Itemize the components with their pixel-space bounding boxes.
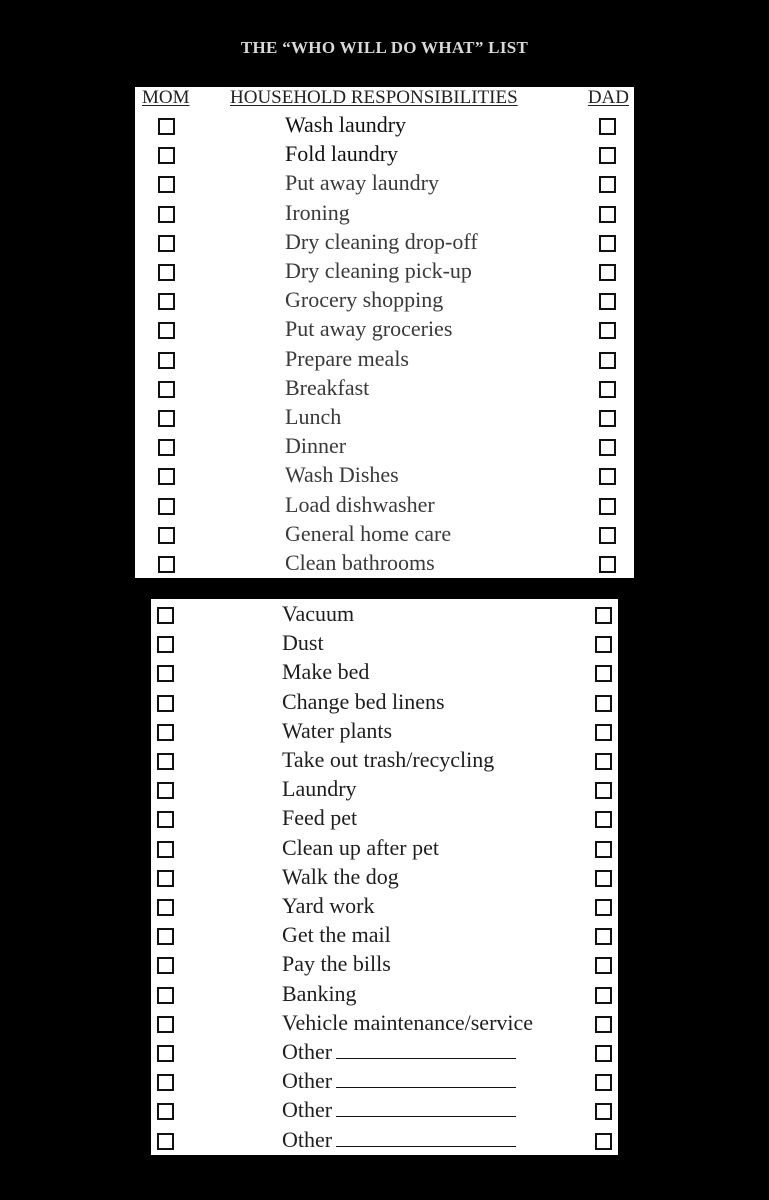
- task-label: Wash Dishes: [285, 462, 399, 488]
- dad-checkbox[interactable]: [599, 118, 616, 135]
- task-label: Vacuum: [282, 601, 355, 626]
- task-label: Get the mail: [282, 922, 391, 948]
- mom-checkbox[interactable]: [157, 841, 174, 858]
- task-row: [151, 1097, 618, 1126]
- dad-checkbox[interactable]: [595, 1074, 612, 1091]
- dad-checkbox[interactable]: [595, 665, 612, 682]
- dad-checkbox[interactable]: [595, 1016, 612, 1033]
- dad-checkbox[interactable]: [595, 899, 612, 916]
- task-row: [135, 170, 634, 199]
- write-in-line[interactable]: [336, 1098, 516, 1117]
- task-label: Other: [282, 1068, 516, 1094]
- task-row: [135, 550, 634, 579]
- dad-checkbox[interactable]: [595, 636, 612, 653]
- mom-checkbox[interactable]: [158, 410, 175, 427]
- task-label: Pay the bills: [282, 951, 391, 977]
- mom-checkbox[interactable]: [158, 556, 175, 573]
- task-row: [135, 492, 634, 521]
- task-row: [151, 718, 618, 747]
- mom-checkbox[interactable]: [158, 381, 175, 398]
- mom-checkbox[interactable]: [158, 235, 175, 252]
- mom-checkbox[interactable]: [158, 147, 175, 164]
- task-row: [135, 258, 634, 287]
- checklist-panel-1: [135, 87, 634, 578]
- task-row: [135, 141, 634, 170]
- task-row: [151, 835, 618, 864]
- task-label: Put away groceries: [285, 316, 453, 342]
- task-row: [151, 1127, 618, 1156]
- task-label: Banking: [282, 980, 357, 1006]
- dad-checkbox[interactable]: [599, 498, 616, 515]
- mom-checkbox[interactable]: [158, 206, 175, 223]
- task-row: [135, 433, 634, 462]
- task-label: Walk the dog: [282, 863, 399, 889]
- task-label: Prepare meals: [285, 345, 409, 371]
- task-row: [151, 951, 618, 980]
- dad-checkbox[interactable]: [595, 928, 612, 945]
- task-label: Yard work: [282, 893, 375, 918]
- task-label: Vehicle maintenance/service: [282, 1009, 534, 1035]
- task-label: Laundry: [282, 776, 357, 802]
- dad-checkbox[interactable]: [599, 381, 616, 398]
- mom-checkbox[interactable]: [157, 724, 174, 741]
- mom-checkbox[interactable]: [157, 811, 174, 828]
- mom-checkbox[interactable]: [158, 498, 175, 515]
- task-label: Make bed: [282, 659, 370, 685]
- task-row: [151, 1010, 618, 1039]
- task-row: [135, 287, 634, 316]
- dad-checkbox[interactable]: [599, 293, 616, 310]
- task-label: Dust: [282, 630, 324, 656]
- dad-checkbox[interactable]: [595, 811, 612, 828]
- task-row: [151, 747, 618, 776]
- task-row: [135, 229, 634, 258]
- task-row: [135, 200, 634, 229]
- task-row: [151, 776, 618, 805]
- mom-checkbox[interactable]: [158, 176, 175, 193]
- task-row: [151, 1068, 618, 1097]
- mom-checkbox[interactable]: [157, 1016, 174, 1033]
- mom-checkbox[interactable]: [157, 753, 174, 770]
- dad-column-header: DAD: [587, 87, 629, 108]
- mom-checkbox[interactable]: [157, 607, 174, 624]
- dad-checkbox[interactable]: [595, 782, 612, 799]
- task-label: Clean bathrooms: [285, 550, 435, 575]
- mom-checkbox[interactable]: [158, 264, 175, 281]
- mom-checkbox[interactable]: [157, 928, 174, 945]
- task-row: [151, 659, 618, 688]
- task-row: [151, 601, 618, 630]
- dad-checkbox[interactable]: [595, 1045, 612, 1062]
- dad-checkbox[interactable]: [599, 527, 616, 544]
- mom-checkbox[interactable]: [157, 636, 174, 653]
- write-in-line[interactable]: [336, 1128, 516, 1147]
- mom-checkbox[interactable]: [157, 695, 174, 712]
- task-row: [135, 375, 634, 404]
- task-row: [151, 805, 618, 834]
- dad-checkbox[interactable]: [599, 176, 616, 193]
- write-in-line[interactable]: [336, 1069, 516, 1088]
- mom-checkbox[interactable]: [157, 957, 174, 974]
- dad-checkbox[interactable]: [595, 870, 612, 887]
- task-row: [151, 922, 618, 951]
- mom-checkbox[interactable]: [158, 352, 175, 369]
- dad-checkbox[interactable]: [595, 841, 612, 858]
- dad-checkbox[interactable]: [595, 607, 612, 624]
- dad-checkbox[interactable]: [599, 147, 616, 164]
- mom-checkbox[interactable]: [158, 439, 175, 456]
- task-row: [135, 404, 634, 433]
- task-label: Load dishwasher: [285, 491, 435, 517]
- task-row: [135, 521, 634, 550]
- task-row: [135, 112, 634, 141]
- dad-checkbox[interactable]: [599, 410, 616, 427]
- dad-checkbox[interactable]: [595, 695, 612, 712]
- task-label: Take out trash/recycling: [282, 747, 495, 772]
- page-title: THE “WHO WILL DO WHAT” LIST: [240, 38, 529, 57]
- task-row: [151, 981, 618, 1010]
- task-label: Fold laundry: [285, 141, 399, 167]
- dad-checkbox[interactable]: [595, 1103, 612, 1120]
- task-label: Other: [282, 1097, 516, 1123]
- task-label: General home care: [285, 520, 452, 546]
- mom-checkbox[interactable]: [157, 987, 174, 1004]
- task-label: Ironing: [285, 199, 350, 225]
- task-label: Other: [282, 1127, 516, 1153]
- task-row: [151, 864, 618, 893]
- task-label: Lunch: [285, 404, 342, 429]
- task-label: Breakfast: [285, 374, 370, 400]
- dad-checkbox[interactable]: [599, 556, 616, 573]
- task-row: [151, 630, 618, 659]
- mom-checkbox[interactable]: [158, 322, 175, 339]
- mom-checkbox[interactable]: [157, 1045, 174, 1062]
- task-row: [151, 893, 618, 922]
- task-label: Water plants: [282, 717, 393, 743]
- dad-checkbox[interactable]: [599, 439, 616, 456]
- mom-checkbox[interactable]: [158, 527, 175, 544]
- task-label: Grocery shopping: [285, 287, 444, 313]
- task-label: Change bed linens: [282, 688, 445, 714]
- mom-checkbox[interactable]: [157, 899, 174, 916]
- task-label: Dry cleaning pick-up: [285, 258, 472, 283]
- dad-checkbox[interactable]: [599, 468, 616, 485]
- task-label: Dinner: [285, 433, 347, 459]
- task-label: Other: [282, 1039, 516, 1065]
- responsibilities-column-header: HOUSEHOLD RESPONSIBILITIES: [230, 87, 518, 108]
- task-row: [135, 462, 634, 491]
- mom-checkbox[interactable]: [157, 1103, 174, 1120]
- dad-checkbox[interactable]: [595, 1133, 612, 1150]
- task-row: [151, 689, 618, 718]
- task-label: Put away laundry: [285, 170, 439, 196]
- mom-checkbox[interactable]: [158, 118, 175, 135]
- mom-checkbox[interactable]: [158, 468, 175, 485]
- task-label: Clean up after pet: [282, 834, 439, 860]
- mom-checkbox[interactable]: [157, 782, 174, 799]
- mom-checkbox[interactable]: [158, 293, 175, 310]
- mom-checkbox[interactable]: [157, 870, 174, 887]
- dad-checkbox[interactable]: [595, 753, 612, 770]
- dad-checkbox[interactable]: [599, 206, 616, 223]
- dad-checkbox[interactable]: [595, 987, 612, 1004]
- dad-checkbox[interactable]: [595, 957, 612, 974]
- task-label: Dry cleaning drop-off: [285, 228, 478, 254]
- mom-checkbox[interactable]: [157, 1074, 174, 1091]
- task-row: [151, 1039, 618, 1068]
- task-label: Wash laundry: [285, 112, 407, 137]
- mom-column-header: MOM: [142, 87, 190, 108]
- dad-checkbox[interactable]: [599, 264, 616, 281]
- dad-checkbox[interactable]: [595, 724, 612, 741]
- task-row: [135, 346, 634, 375]
- task-label: Feed pet: [282, 805, 358, 831]
- mom-checkbox[interactable]: [157, 1133, 174, 1150]
- dad-checkbox[interactable]: [599, 352, 616, 369]
- dad-checkbox[interactable]: [599, 322, 616, 339]
- checklist-panel-2: [151, 599, 618, 1155]
- task-row: [135, 316, 634, 345]
- mom-checkbox[interactable]: [157, 665, 174, 682]
- dad-checkbox[interactable]: [599, 235, 616, 252]
- write-in-line[interactable]: [336, 1040, 516, 1059]
